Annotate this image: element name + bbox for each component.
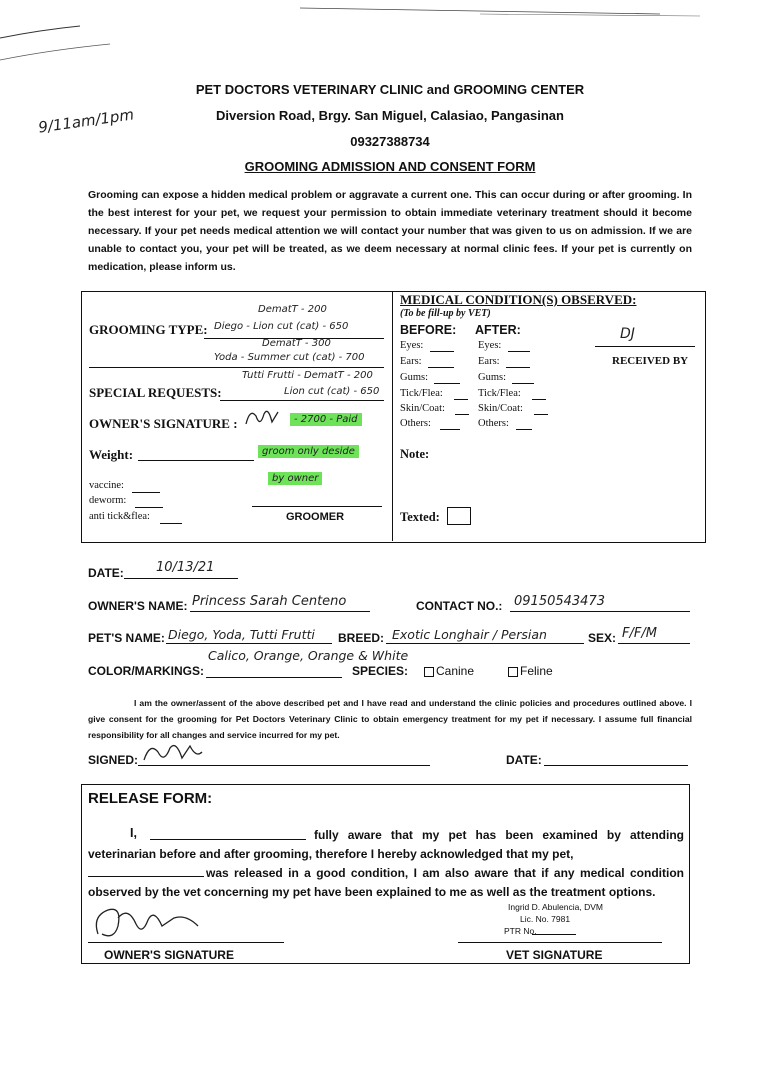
after-line-gums: [512, 383, 534, 384]
after-line-others: [516, 429, 532, 430]
after-item-tickflea: Tick/Flea:: [478, 388, 521, 399]
color-line: [206, 677, 342, 678]
contact-value: 09150543473: [514, 594, 605, 609]
received-line: [595, 346, 695, 347]
feline-checkbox[interactable]: [508, 667, 518, 677]
weight-line: [138, 460, 254, 461]
before-label: BEFORE:: [400, 323, 457, 337]
paid-note: - 2700 - Paid: [290, 413, 362, 426]
vaccine-label: vaccine:: [89, 480, 124, 491]
grooming-hw-3: DematT - 300: [262, 338, 331, 349]
grooming-type-line-2: [89, 367, 384, 368]
sex-value: F/F/M: [622, 626, 657, 641]
grooming-hw-2: Diego - Lion cut (cat) - 650: [214, 321, 349, 332]
weight-note-2: by owner: [268, 472, 322, 485]
breed-value: Exotic Longhair / Persian: [392, 627, 547, 642]
vet-stamp-ptr-line: [532, 934, 576, 935]
antitick-label: anti tick&flea:: [89, 511, 150, 522]
before-line-others: [440, 429, 460, 430]
vaccine-line: [132, 492, 160, 493]
contact-label: CONTACT NO.:: [416, 599, 503, 613]
deworm-line: [135, 507, 163, 508]
date2-label: DATE:: [506, 753, 542, 767]
after-item-ears: Ears:: [478, 356, 500, 367]
contact-line: [510, 611, 690, 612]
date-value: 10/13/21: [156, 560, 215, 575]
weight-label: Weight:: [89, 447, 134, 462]
release-paragraph-1: fully aware that my pet has been examined by attending veterinarian before and after grooming, therefore I hereby acknowledged that my pet,: [88, 828, 684, 861]
after-line-ears: [506, 367, 530, 368]
canine-checkbox[interactable]: [424, 667, 434, 677]
pet-name-line: [166, 643, 332, 644]
owner-signature-label-release: OWNER'S SIGNATURE: [104, 948, 234, 962]
intro-paragraph: Grooming can expose a hidden medical problem or aggravate a current one. This can occur during or after grooming. In the best interest for your pet, we request your permission to obtain immediate veterinary treatment should it become necessary. If your pet needs medical attention we will contact your number that was given to us on admission. If we are unable to contact you, your pet will be treated, as we deem necessary at normal clinic fees. If your pet is currently on medication, please inform us.: [88, 189, 692, 273]
after-label: AFTER:: [475, 323, 521, 337]
grooming-hw-1: DematT - 200: [258, 304, 327, 315]
before-item-eyes: Eyes:: [400, 340, 424, 351]
species-label: SPECIES:: [352, 664, 409, 678]
grooming-hw-4: Yoda - Summer cut (cat) - 700: [214, 352, 365, 363]
after-item-gums: Gums:: [478, 372, 507, 383]
before-line-tickflea: [454, 399, 468, 400]
after-line-eyes: [508, 351, 530, 352]
before-item-skincoat: Skin/Coat:: [400, 403, 445, 414]
after-item-eyes: Eyes:: [478, 340, 502, 351]
vet-stamp-name: Ingrid D. Abulencia, DVM: [508, 902, 603, 912]
date-line: [124, 578, 238, 579]
owner-signature-line: [88, 942, 284, 943]
owner-signature-label: OWNER'S SIGNATURE :: [89, 416, 238, 431]
pet-name-label: PET'S NAME:: [88, 631, 165, 645]
owner-signature-scribble-1: [242, 404, 282, 434]
release-title: RELEASE FORM:: [88, 790, 213, 807]
breed-line: [386, 643, 584, 644]
date2-line: [544, 765, 688, 766]
margin-note: 9/11am/1pm: [37, 105, 136, 137]
deworm-label: deworm:: [89, 495, 127, 506]
scan-marks: [0, 0, 762, 80]
release-owner-signature-scribble-3: [88, 896, 208, 946]
weight-note-1: groom only deside: [258, 445, 359, 458]
vet-signature-label: VET SIGNATURE: [506, 948, 603, 962]
received-initials: DJ: [620, 326, 635, 342]
after-line-tickflea: [532, 399, 546, 400]
before-item-tickflea: Tick/Flea:: [400, 388, 443, 399]
note-label: Note:: [400, 447, 430, 461]
groomer-label: GROOMER: [286, 511, 345, 523]
special-requests-label: SPECIAL REQUESTS:: [89, 385, 222, 400]
texted-label: Texted:: [400, 510, 440, 524]
canine-label: Canine: [436, 664, 475, 678]
clinic-phone: 09327388734: [350, 134, 430, 149]
before-line-eyes: [430, 351, 454, 352]
grooming-type-label: GROOMING TYPE:: [89, 322, 208, 337]
medical-title: MEDICAL CONDITION(S) OBSERVED:: [400, 292, 637, 307]
groomer-line: [252, 506, 382, 507]
owner-name-label: OWNER'S NAME:: [88, 599, 188, 613]
vet-stamp-ptr: PTR No.: [504, 926, 537, 936]
before-item-others: Others:: [400, 418, 431, 429]
date-label: DATE:: [88, 566, 124, 580]
received-by-label: RECEIVED BY: [612, 355, 689, 367]
color-value: Calico, Orange, Orange & White: [208, 648, 409, 663]
texted-checkbox[interactable]: [447, 507, 471, 525]
after-item-others: Others:: [478, 418, 509, 429]
breed-label: BREED:: [338, 631, 385, 645]
sex-label: SEX:: [588, 631, 617, 645]
clinic-address: Diversion Road, Brgy. San Miguel, Calasiao, Pangasinan: [216, 108, 564, 123]
after-item-skincoat: Skin/Coat:: [478, 403, 523, 414]
before-line-gums: [434, 383, 460, 384]
pet-name-value: Diego, Yoda, Tutti Frutti: [168, 627, 315, 642]
signed-line: [138, 765, 430, 766]
clinic-name: PET DOCTORS VETERINARY CLINIC and GROOMING CENTER: [195, 82, 585, 97]
color-label: COLOR/MARKINGS:: [88, 664, 204, 678]
before-line-skincoat: [455, 414, 469, 415]
before-item-ears: Ears:: [400, 356, 422, 367]
box-divider: [392, 292, 393, 541]
sex-line: [618, 643, 690, 644]
signed-label: SIGNED:: [88, 753, 139, 767]
vet-stamp-lic: Lic. No. 7981: [520, 914, 571, 924]
grooming-hw-5: Tutti Frutti - DematT - 200: [242, 370, 373, 381]
before-line-ears: [428, 367, 454, 368]
consent-paragraph: I am the owner/assent of the above described pet and I have read and understand the clinic policies and procedures outlined above. I give consent for the grooming for Pet Doctors Veterinary Clinic to obtain emergency treatment for my pet if necessary. I assume full financial responsibility for all changes and service incurred for my pet.: [88, 698, 692, 740]
form-title: GROOMING ADMISSION AND CONSENT FORM: [244, 159, 536, 174]
grooming-hw-6: Lion cut (cat) - 650: [284, 386, 380, 397]
owner-name-line: [190, 611, 370, 612]
vet-signature-line: [458, 942, 662, 943]
before-item-gums: Gums:: [400, 372, 429, 383]
antitick-line: [160, 523, 182, 524]
release-i: I,: [130, 826, 137, 840]
after-line-skincoat: [534, 414, 548, 415]
feline-label: Feline: [520, 664, 553, 678]
medical-subtitle: (To be fill-up by VET): [400, 308, 491, 319]
special-requests-line: [220, 400, 384, 401]
owner-name-value: Princess Sarah Centeno: [192, 594, 347, 609]
release-paragraph-2: was released in a good condition, I am also aware that if any medical condition observed by the vet concerning my pet have been explained to me as well as the treatment options.: [88, 866, 684, 899]
